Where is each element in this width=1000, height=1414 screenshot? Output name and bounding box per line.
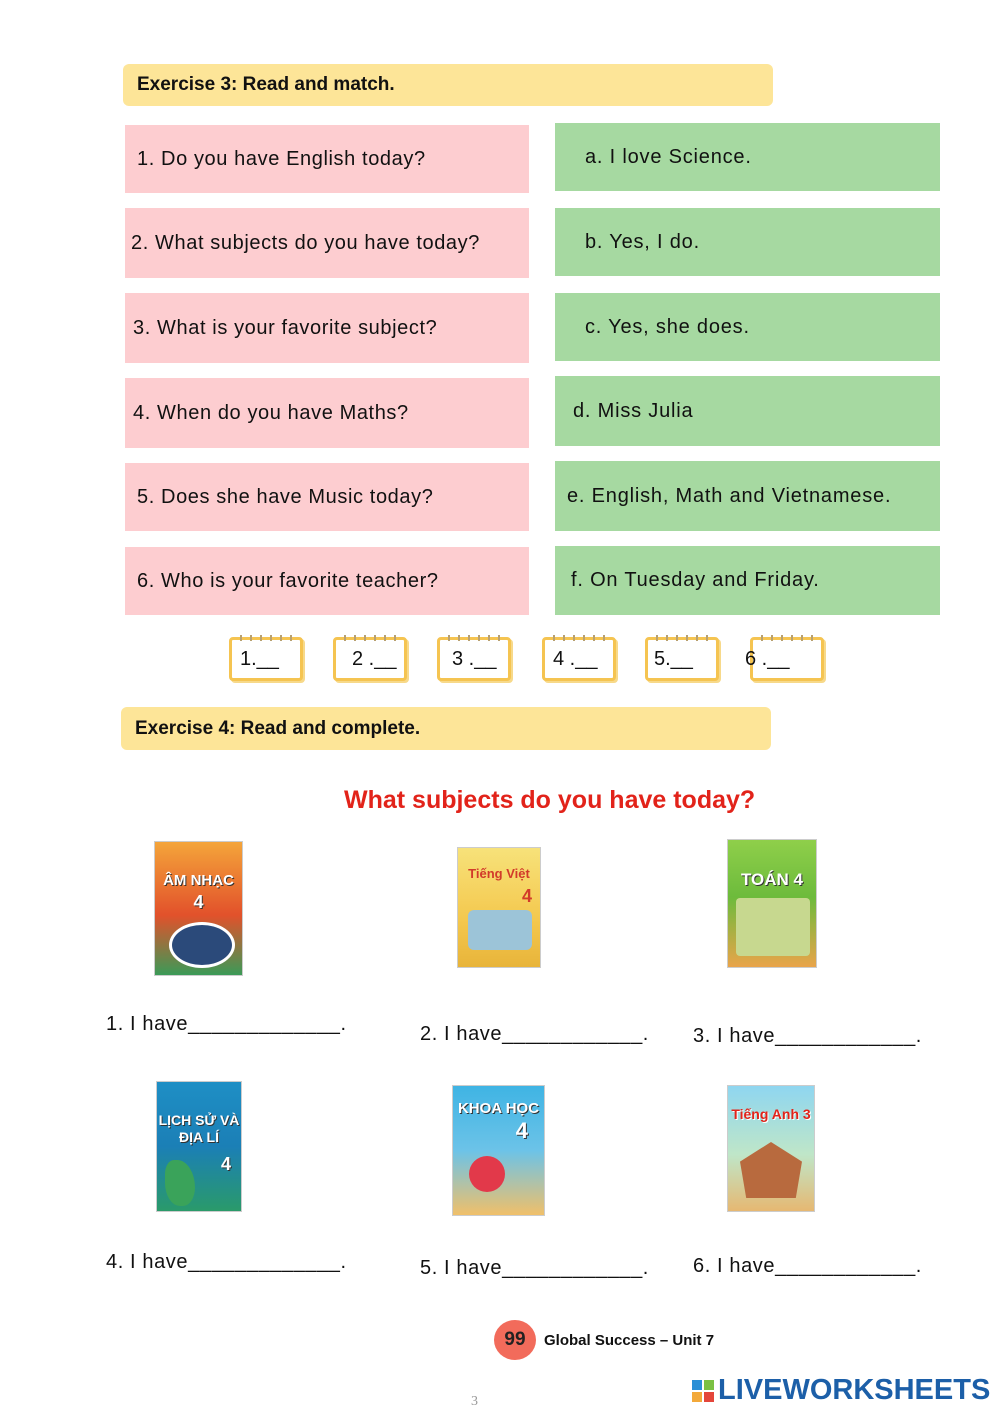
- answer-e[interactable]: e. English, Math and Vietnamese.: [555, 461, 940, 531]
- sentence-4[interactable]: 4. I have_____________.: [106, 1251, 347, 1273]
- sentence-3[interactable]: 3. I have____________.: [693, 1025, 922, 1047]
- question-2[interactable]: 2. What subjects do you have today?: [125, 208, 529, 278]
- sentence-2[interactable]: 2. I have____________.: [420, 1023, 649, 1045]
- book-english: Tiếng Anh 3: [727, 1085, 815, 1212]
- sentence-5[interactable]: 5. I have____________.: [420, 1257, 649, 1279]
- question-6[interactable]: 6. Who is your favorite teacher?: [125, 547, 529, 615]
- apple-page-icon: [494, 1320, 536, 1360]
- notepad-rings-icon: [344, 635, 396, 641]
- book-vietnamese: Tiếng Việt 4: [457, 847, 541, 968]
- school-illustration-icon: [736, 898, 810, 956]
- sentence-1[interactable]: 1. I have_____________.: [106, 1013, 347, 1035]
- liveworksheets-logo[interactable]: [692, 1374, 990, 1407]
- exercise-4-question: What subjects do you have today?: [344, 786, 756, 814]
- footer: [494, 1318, 714, 1362]
- answer-c[interactable]: c. Yes, she does.: [555, 293, 940, 361]
- liveworksheets-brand: LIVEWORKSHEETS: [718, 1374, 991, 1406]
- question-4[interactable]: 4. When do you have Maths?: [125, 378, 529, 448]
- book-maths: TOÁN 4: [727, 839, 817, 968]
- answer-a[interactable]: a. I love Science.: [555, 123, 940, 191]
- exercise-4-title: Exercise 4: Read and complete.: [135, 717, 421, 739]
- answer-d[interactable]: d. Miss Julia: [555, 376, 940, 446]
- answer-slot-1[interactable]: 1.__: [229, 637, 303, 681]
- book-music: ÂM NHẠC 4: [154, 841, 243, 976]
- answer-slot-6[interactable]: 6 .__: [750, 637, 824, 681]
- answer-slot-4[interactable]: 4 .__: [542, 637, 616, 681]
- temple-illustration-icon: [740, 1142, 802, 1198]
- children-illustration-icon: [468, 910, 532, 950]
- book-science: KHOA HỌC 4: [452, 1085, 545, 1216]
- book-history-geography: LỊCH SỬ VÀ ĐỊA LÍ 4: [156, 1081, 242, 1212]
- answer-f[interactable]: f. On Tuesday and Friday.: [555, 546, 940, 615]
- notepad-rings-icon: [448, 635, 500, 641]
- question-5[interactable]: 5. Does she have Music today?: [125, 463, 529, 531]
- notepad-rings-icon: [761, 635, 813, 641]
- exercise-3-title: Exercise 3: Read and match.: [137, 74, 395, 95]
- notepad-rings-icon: [553, 635, 605, 641]
- exercise-4-banner: [121, 707, 771, 750]
- page-number: 99: [504, 1329, 526, 1350]
- notepad-rings-icon: [240, 635, 292, 641]
- sentence-6[interactable]: 6. I have____________.: [693, 1255, 922, 1277]
- exercise-3-banner: [123, 64, 773, 106]
- question-3[interactable]: 3. What is your favorite subject?: [125, 293, 529, 363]
- sheet-number: 3: [471, 1394, 478, 1409]
- answer-slot-2[interactable]: 2 .__: [333, 637, 407, 681]
- answer-slot-3[interactable]: 3 .__: [437, 637, 511, 681]
- girl-balloon-illustration-icon: [469, 1156, 505, 1192]
- answer-b[interactable]: b. Yes, I do.: [555, 208, 940, 276]
- notepad-rings-icon: [656, 635, 708, 641]
- footer-unit-text: Global Success – Unit 7: [544, 1331, 715, 1349]
- music-disc-icon: [169, 922, 235, 968]
- liveworksheets-grid-icon: [692, 1380, 714, 1402]
- question-1[interactable]: 1. Do you have English today?: [125, 125, 529, 193]
- answer-slot-5[interactable]: 5.__: [645, 637, 719, 681]
